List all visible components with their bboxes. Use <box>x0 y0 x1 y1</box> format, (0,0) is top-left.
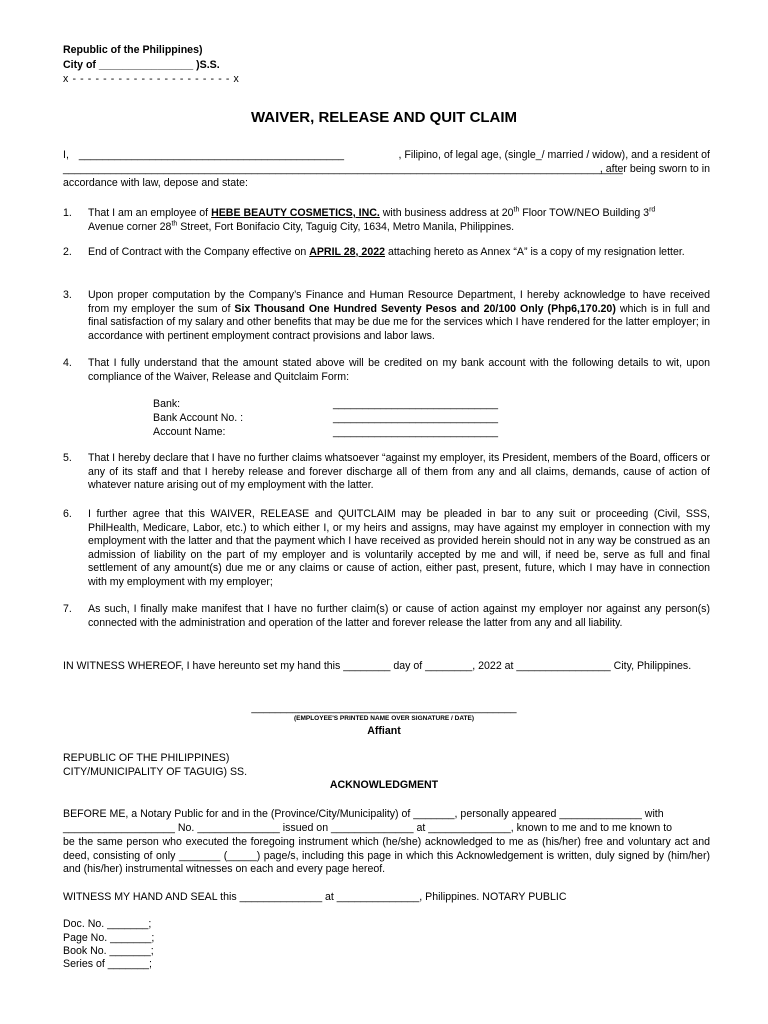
bank-account-blank: ____________________________ <box>333 412 498 424</box>
item-5-text: That I hereby declare that I have no further claims whatsoever “against my employer, its President, members of the Board, officers or any of its staff and that I hereby release and forever discharge all of them from any and all claims, demands, cause of action of whatever nature arising out of my employment with the latter. <box>88 452 710 492</box>
item-number: 3. <box>63 289 72 301</box>
item-3-text: Upon proper computation by the Company’s Finance and Human Resource Department, I hereby acknowledge to have received from my employer the sum of Six Thousand One Hundred Seventy Pesos and 20/100 Only (Php6,170.20) which is in full and final satisfaction of my salary and other benefits that may be due me for the services which I have rendered for the latter employer; in accordance with pertinent employment contract provisions and labor laws. <box>88 289 710 342</box>
ack-body-text: be the same person who executed the foregoing instrument which (he/she) acknowledged to me as (his/her) free and voluntary act and deed, consisting of only _______ (_____) page/s, including this page in which this Acknowledgement is written, duly signed by (him/her) and (his/her) instrumental witnesses on each and every page hereof. <box>63 836 710 876</box>
ack-city: CITY/MUNICIPALITY OF TAGUIG) SS. <box>63 766 248 778</box>
item-4-text: That I fully understand that the amount stated above will be credited on my bank account with the following details to wit, upon compliance of the Waiver, Release and Quitclaim Form: <box>88 357 710 383</box>
item-7-text: As such, I finally make manifest that I have no further claim(s) or cause of action against my employer nor against any person(s) connected with the administration and operation of the latter and forever release the latter from any and all liability. <box>88 603 710 629</box>
item-number: 6. <box>63 508 72 520</box>
header-divider: x - - - - - - - - - - - - - - - - - - - - - x <box>63 73 240 85</box>
intro-line-1 <box>63 149 710 163</box>
signature-line: _____________________________________________ <box>251 702 517 714</box>
item-number: 1. <box>63 207 72 219</box>
intro-name-blank: _____________________________________________ <box>78 149 345 161</box>
ack-title: ACKNOWLEDGMENT <box>329 779 439 791</box>
account-name-blank: ____________________________ <box>333 426 498 438</box>
bank-account-label: Bank Account No. : <box>153 412 244 424</box>
ack-witness: WITNESS MY HAND AND SEAL this ______________ at ______________, Philippines. NOTARY PUBLIC <box>63 891 567 903</box>
item-6-text: I further agree that this WAIVER, RELEASE and QUITCLAIM may be pleaded in bar to any suit or proceeding (Civil, SSS, PhilHealth, Medicare, Labor, etc.) to which either I, or my heirs and assigns, may have against my employer in connection with my employment with the latter and that the payment which I have received as provided herein should not in any way be construed as an admission of liability on the part of my employer and is voluntarily accepted by me and will, if need be, serve as full and final settlement of any amount(s) due me or any claims or cause of action, either past, present, future, which I may have in connection with my employment with my employer; <box>88 508 710 588</box>
ack-line-2: ___________________ No. ______________ issued on ______________ at ______________, known to me and to me known to <box>63 822 673 834</box>
intro-line-2 <box>63 163 710 177</box>
bank-row <box>153 412 503 426</box>
doc-no: Doc. No. _______; <box>63 918 152 930</box>
item-number: 5. <box>63 452 72 464</box>
item-number: 4. <box>63 357 72 369</box>
header-republic: Republic of the Philippines) <box>63 44 203 56</box>
affiant-label: Affiant <box>367 725 401 737</box>
ack-line-1: BEFORE ME, a Notary Public for and in the (Province/City/Municipality) of _______, personally appeared ______________ with <box>63 808 664 820</box>
item-1-text: That I am an employee of HEBE BEAUTY COSMETICS, INC. with business address at 20th Floor TOW/NEO Building 3rd Avenue corner 28th Street, Fort Bonifacio City, Taguig City, 1634, Metro Manila, Philippines. <box>88 206 656 233</box>
settlement-amount: Six Thousand One Hundred Seventy Pesos and 20/100 Only (Php6,170.20) <box>234 302 616 315</box>
company-name: HEBE BEAUTY COSMETICS, INC. <box>211 207 380 219</box>
intro-i: I, <box>63 149 69 161</box>
page-no: Page No. _______; <box>63 932 155 944</box>
series-of: Series of _______; <box>63 958 152 970</box>
intro-address-blank: _______________________________________________________________________________________________ <box>63 163 623 175</box>
bank-row <box>153 426 503 440</box>
signature-caption: (EMPLOYEE'S PRINTED NAME OVER SIGNATURE / DATE) <box>293 715 475 722</box>
bank-blank: ____________________________ <box>333 398 498 410</box>
item-number: 2. <box>63 246 72 258</box>
bank-label: Bank: <box>153 398 181 410</box>
item-2-text: End of Contract with the Company effective on APRIL 28, 2022 attaching hereto as Annex “A” is a copy of my resignation letter. <box>88 246 685 258</box>
account-name-label: Account Name: <box>153 426 226 438</box>
intro-line1-end: , Filipino, of legal age, (single_/ married / widow), and a resident of <box>398 149 710 161</box>
witness-clause: IN WITNESS WHEREOF, I have hereunto set my hand this ________ day of ________, 2022 at ________________ City, Philippines. <box>63 660 692 672</box>
header-city: City of ________________ )S.S. <box>63 59 220 71</box>
ack-republic: REPUBLIC OF THE PHILIPPINES) <box>63 752 230 764</box>
document-title: WAIVER, RELEASE AND QUIT CLAIM <box>250 109 518 126</box>
effective-date: APRIL 28, 2022 <box>309 246 385 258</box>
book-no: Book No. _______; <box>63 945 154 957</box>
bank-row <box>153 398 503 412</box>
item-number: 7. <box>63 603 72 615</box>
intro-line-3: accordance with law, depose and state: <box>63 177 248 189</box>
intro-line2-end: , after being sworn to in <box>599 163 710 175</box>
